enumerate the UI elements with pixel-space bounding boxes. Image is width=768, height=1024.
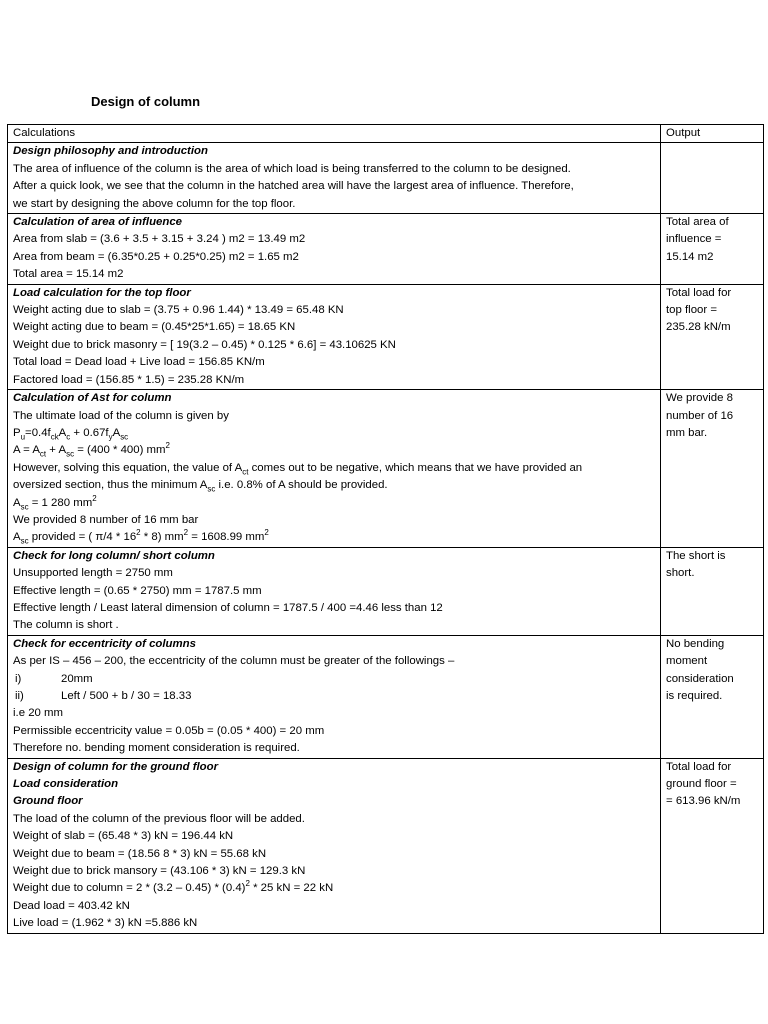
calc-cell	[8, 143, 661, 214]
calc-line: Weight due to beam = (18.56 8 * 3) kN = 55.68 kN	[13, 847, 267, 860]
calc-line: $A_{sc}$ provided = ( $\pi/4 * 16^2 * 8$) $mm^2 = 1608.99$ $mm^2$	[13, 528, 269, 546]
header-output: Output	[661, 125, 764, 143]
list-item: ii) Left / 500 + b / 30 = 18.33	[13, 688, 655, 705]
output-line: We provide 8	[666, 392, 733, 405]
calc-line: oversized section, thus the minimum $A_{sc}$ i.e. 0.8% of A should be provided.	[13, 479, 388, 494]
section-heading: Calculation of area of influence	[13, 216, 182, 229]
output-line: = 613.96 kN/m	[666, 795, 741, 808]
section-heading: Design of column for the ground floor	[13, 760, 219, 773]
calc-line: Effective length / Least lateral dimension of column = 1787.5 / 400 =4.46 less than 12	[13, 601, 443, 614]
calc-cell	[8, 758, 661, 933]
calc-line: After a quick look, we see that the column in the hatched area will have the largest area of influence. Therefore,	[13, 180, 574, 193]
list-number: ii)	[15, 690, 24, 702]
output-line: 15.14 m2	[666, 250, 714, 263]
calc-line: Unsupported length = 2750 mm	[13, 567, 173, 580]
output-line: influence =	[666, 233, 722, 246]
output-cell	[661, 758, 764, 933]
calc-line: Weight of slab = (65.48 * 3) kN = 196.44 kN	[13, 830, 234, 843]
table-row	[8, 143, 764, 214]
table-row	[8, 390, 764, 548]
table-row	[8, 214, 764, 285]
calc-line: $A_{sc} = 1$ 280 $mm^2$	[13, 493, 97, 511]
calc-cell	[8, 390, 661, 548]
calc-line: We provided 8 number of 16 mm bar	[13, 513, 199, 526]
output-line: top floor =	[666, 304, 717, 317]
table-row	[8, 284, 764, 389]
calc-line: As per IS – 456 – 200, the eccentricity of the column must be greater of the followings –	[13, 655, 455, 668]
section-subheading: Load consideration	[13, 778, 119, 791]
calc-line: Area from slab = (3.6 + 3.5 + 3.15 + 3.24 ) m2 = 13.49 m2	[13, 233, 306, 246]
calc-line: we start by designing the above column for the top floor.	[13, 197, 296, 210]
calc-line: However, solving this equation, the value of $A_{ct}$ comes out to be negative, which means that we have provided an	[13, 461, 583, 476]
calc-line: The load of the column of the previous floor will be added.	[13, 812, 305, 825]
section-heading: Check for eccentricity of columns	[13, 637, 196, 650]
calc-line: Weight due to column = $2 * (3.2 - 0.45) * (0.4)^2 * 25$ kN = 22 kN	[13, 879, 334, 895]
output-cell	[661, 390, 764, 548]
output-line: No bending	[666, 637, 725, 650]
table-row	[8, 758, 764, 933]
output-cell	[661, 143, 764, 214]
calc-line: Weight acting due to beam = (0.45*25*1.65) = 18.65 KN	[13, 321, 296, 334]
output-line: number of 16	[666, 409, 734, 422]
document-title: Design of column	[91, 94, 201, 109]
table-header-row	[8, 125, 764, 143]
table-row	[8, 547, 764, 635]
calc-cell	[8, 547, 661, 635]
calc-line: Total area = 15.14 m2	[13, 268, 124, 281]
calc-line: Effective length = (0.65 * 2750) mm = 1787.5 mm	[13, 584, 262, 597]
pu-equation: $P_u=0.4f_{ck}A_c + 0.67f_yA_{sc}$	[13, 426, 129, 442]
output-cell	[661, 547, 764, 635]
output-line: Total area of	[666, 216, 729, 229]
output-line: short.	[666, 567, 695, 580]
list-number: i)	[15, 672, 22, 685]
area-equation: $A = A_{ct} + A_{sc} = (400 * 400)$ $mm^2$	[13, 441, 170, 459]
output-line: ground floor =	[666, 778, 737, 791]
output-line: consideration	[666, 672, 734, 685]
calc-line: Factored load = (156.85 * 1.5) = 235.28 KN/m	[13, 373, 245, 386]
output-line: 235.28 kN/m	[666, 321, 731, 334]
table-row	[8, 635, 764, 758]
output-cell	[661, 214, 764, 285]
output-line: Total load for	[666, 286, 732, 299]
calc-line: Permissible eccentricity value = 0.05b = (0.05 * 400) = 20 mm	[13, 724, 325, 737]
list-item: i) 20mm	[13, 671, 655, 688]
calc-line: Weight acting due to slab = (3.75 + 0.96 1.44) * 13.49 = 65.48 KN	[13, 304, 344, 317]
calc-line: The area of influence of the column is the area of which load is being transferred to the column to be designed.	[13, 162, 571, 175]
section-heading: Check for long column/ short column	[13, 549, 215, 562]
calc-line: Weight due to brick masonry = [ 19(3.2 – 0.45) * 0.125 * 6.6] = 43.10625 KN	[13, 338, 396, 351]
section-heading: Calculation of Ast for column	[13, 392, 172, 405]
output-line: The short is	[666, 549, 726, 562]
output-cell	[661, 284, 764, 389]
section-heading: Load calculation for the top floor	[13, 286, 191, 299]
calc-line: Area from beam = (6.35*0.25 + 0.25*0.25) m2 = 1.65 m2	[13, 250, 299, 263]
calc-line: The ultimate load of the column is given by	[13, 409, 229, 422]
calc-cell	[8, 284, 661, 389]
header-calculations: Calculations	[8, 125, 661, 143]
calc-line: The column is short .	[13, 619, 119, 632]
section-subheading: Ground floor	[13, 795, 83, 808]
calc-line: Therefore no. bending moment consideration is required.	[13, 742, 300, 755]
calc-line: Dead load = 403.42 kN	[13, 899, 130, 912]
calc-line: i.e 20 mm	[13, 707, 64, 720]
section-heading: Design philosophy and introduction	[13, 145, 208, 158]
output-line: moment	[666, 655, 708, 668]
output-line: is required.	[666, 690, 723, 702]
design-table	[7, 124, 764, 934]
output-line: mm bar.	[666, 426, 708, 439]
calc-line: Weight due to brick mansory = (43.106 * 3) kN = 129.3 kN	[13, 865, 306, 878]
calc-cell	[8, 635, 661, 758]
output-cell	[661, 635, 764, 758]
calc-line: Live load = (1.962 * 3) kN =5.886 kN	[13, 917, 198, 930]
calc-cell	[8, 214, 661, 285]
output-line: Total load for	[666, 760, 732, 773]
calc-line: Total load = Dead load + Live load = 156.85 KN/m	[13, 356, 265, 369]
